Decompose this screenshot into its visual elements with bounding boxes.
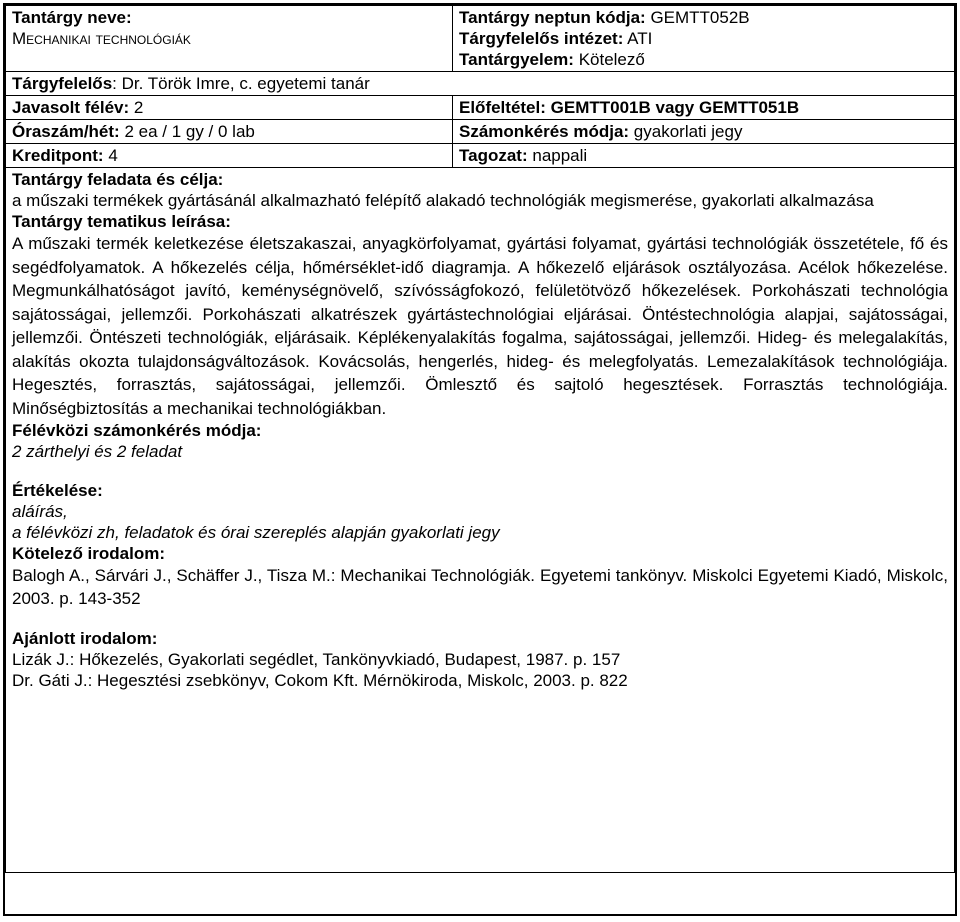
content-row xyxy=(6,168,955,873)
recommended-literature-1: Lizák J.: Hőkezelés, Gyakorlati segédlet, Tankönyvkiadó, Budapest, 1987. p. 157 xyxy=(12,650,621,669)
semester-value: 2 xyxy=(133,98,144,117)
hours-value: 2 ea / 1 gy / 0 lab xyxy=(124,122,255,141)
course-code-label: Tantárgy neptun kódja: xyxy=(459,8,646,27)
midterm-text: 2 zárthelyi és 2 feladat xyxy=(12,442,183,461)
course-code-value: GEMTT052B xyxy=(650,8,750,27)
exam-label: Számonkérés módja: xyxy=(459,122,630,141)
responsible-value: : Dr. Török Imre, c. egyetemi tanár xyxy=(112,74,370,93)
required-literature-text: Balogh A., Sárvári J., Schäffer J., Tisza M.: Mechanikai Technológiák. Egyetemi tankönyv. Miskolci Egyetemi Kiadó, Miskolc, 2003. p. 143-352 xyxy=(12,566,948,608)
element-label: Tantárgyelem: xyxy=(459,50,574,69)
institute-value: ATI xyxy=(627,29,653,48)
name-row xyxy=(6,6,955,72)
content-cell xyxy=(6,168,955,873)
course-name-label: Tantárgy neve: xyxy=(12,8,132,27)
recommended-literature-2: Dr. Gáti J.: Hegesztési zsebkönyv, Cokom Kft. Mérnökiroda, Miskolc, 2003. p. 822 xyxy=(12,671,628,690)
mode-cell xyxy=(453,144,955,168)
semester-row xyxy=(6,96,955,120)
goal-label: Tantárgy feladata és célja: xyxy=(12,170,224,189)
spacer xyxy=(12,610,948,628)
semester-label: Javasolt félév: xyxy=(12,98,130,117)
exam-value: gyakorlati jegy xyxy=(633,122,743,141)
responsible-label: Tárgyfelelős xyxy=(12,74,113,93)
recommended-literature-label: Ajánlott irodalom: xyxy=(12,629,158,648)
course-code-cell xyxy=(453,6,955,72)
element-value: Kötelező xyxy=(578,50,645,69)
topics-text: A műszaki termék keletkezése életszakaszai, anyagkörfolyamat, gyártási folyamat, gyártási technológiák összetétele, fő és segédfolyamatok. A hőkezelés célja, hőmérséklet-idő diagramja. A hőkezelő eljárások osztályozása. Acélok hőkezelése. Megmunkálhatóságot javító, keménységnövelő, szívósságfokozó, felületötvöző hőkezelések. Porkohászati technológia sajátosságai, jellemzői. Porkohászati alkatrészek gyártástechnológiai eljárásai. Öntéstechnológia alapjai, sajátosságai, jellemzői. Öntészeti technológiák, eljárásaik. Képlékenyalakítás fogalma, sajátosságai, jellemzői. Hideg- és melegalakítás, alakítás okozta tulajdonságváltozások. Kovácsolás, hengerlés, hideg- és melegfolyatás. Lemezalakítások technológiája. Hegesztés, forrasztás, sajátosságai, jellemzői. Ömlesztő és sajtoló hegesztések. Forrasztás technológiája. Minőségbiztosítás a mechanikai technológiákban. xyxy=(12,234,948,418)
prereq-label: Előfeltétel: xyxy=(459,98,546,117)
spacer xyxy=(12,462,948,480)
course-code-line xyxy=(459,7,948,28)
credit-row xyxy=(6,144,955,168)
course-name-cell xyxy=(6,6,453,72)
responsible-cell xyxy=(6,72,955,96)
required-literature-label: Kötelező irodalom: xyxy=(12,544,166,563)
eval-line-1: aláírás, xyxy=(12,502,68,521)
element-line xyxy=(459,49,948,70)
course-sheet xyxy=(3,3,957,916)
credit-cell xyxy=(6,144,453,168)
semester-cell xyxy=(6,96,453,120)
mode-value: nappali xyxy=(532,146,588,165)
institute-label: Tárgyfelelős intézet: xyxy=(459,29,624,48)
credit-label: Kreditpont: xyxy=(12,146,104,165)
course-name-value: Mechanikai technológiák xyxy=(12,29,191,48)
hours-cell xyxy=(6,120,453,144)
midterm-label: Félévközi számonkérés módja: xyxy=(12,421,262,440)
course-table xyxy=(5,5,955,873)
hours-label: Óraszám/hét: xyxy=(12,122,120,141)
topics-label: Tantárgy tematikus leírása: xyxy=(12,212,231,231)
eval-line-2: a félévközi zh, feladatok és órai szereplés alapján gyakorlati jegy xyxy=(12,523,500,542)
credit-value: 4 xyxy=(108,146,118,165)
mode-label: Tagozat: xyxy=(459,146,528,165)
prereq-value: GEMTT001B vagy GEMTT051B xyxy=(550,98,800,117)
eval-label: Értékelése: xyxy=(12,481,103,500)
goal-text: a műszaki termékek gyártásánál alkalmazható felépítő alakadó technológiák megismerése, gyakorlati alkalmazása xyxy=(12,191,874,210)
institute-line xyxy=(459,28,948,49)
exam-cell xyxy=(453,120,955,144)
responsible-row xyxy=(6,72,955,96)
hours-row xyxy=(6,120,955,144)
prereq-cell xyxy=(453,96,955,120)
